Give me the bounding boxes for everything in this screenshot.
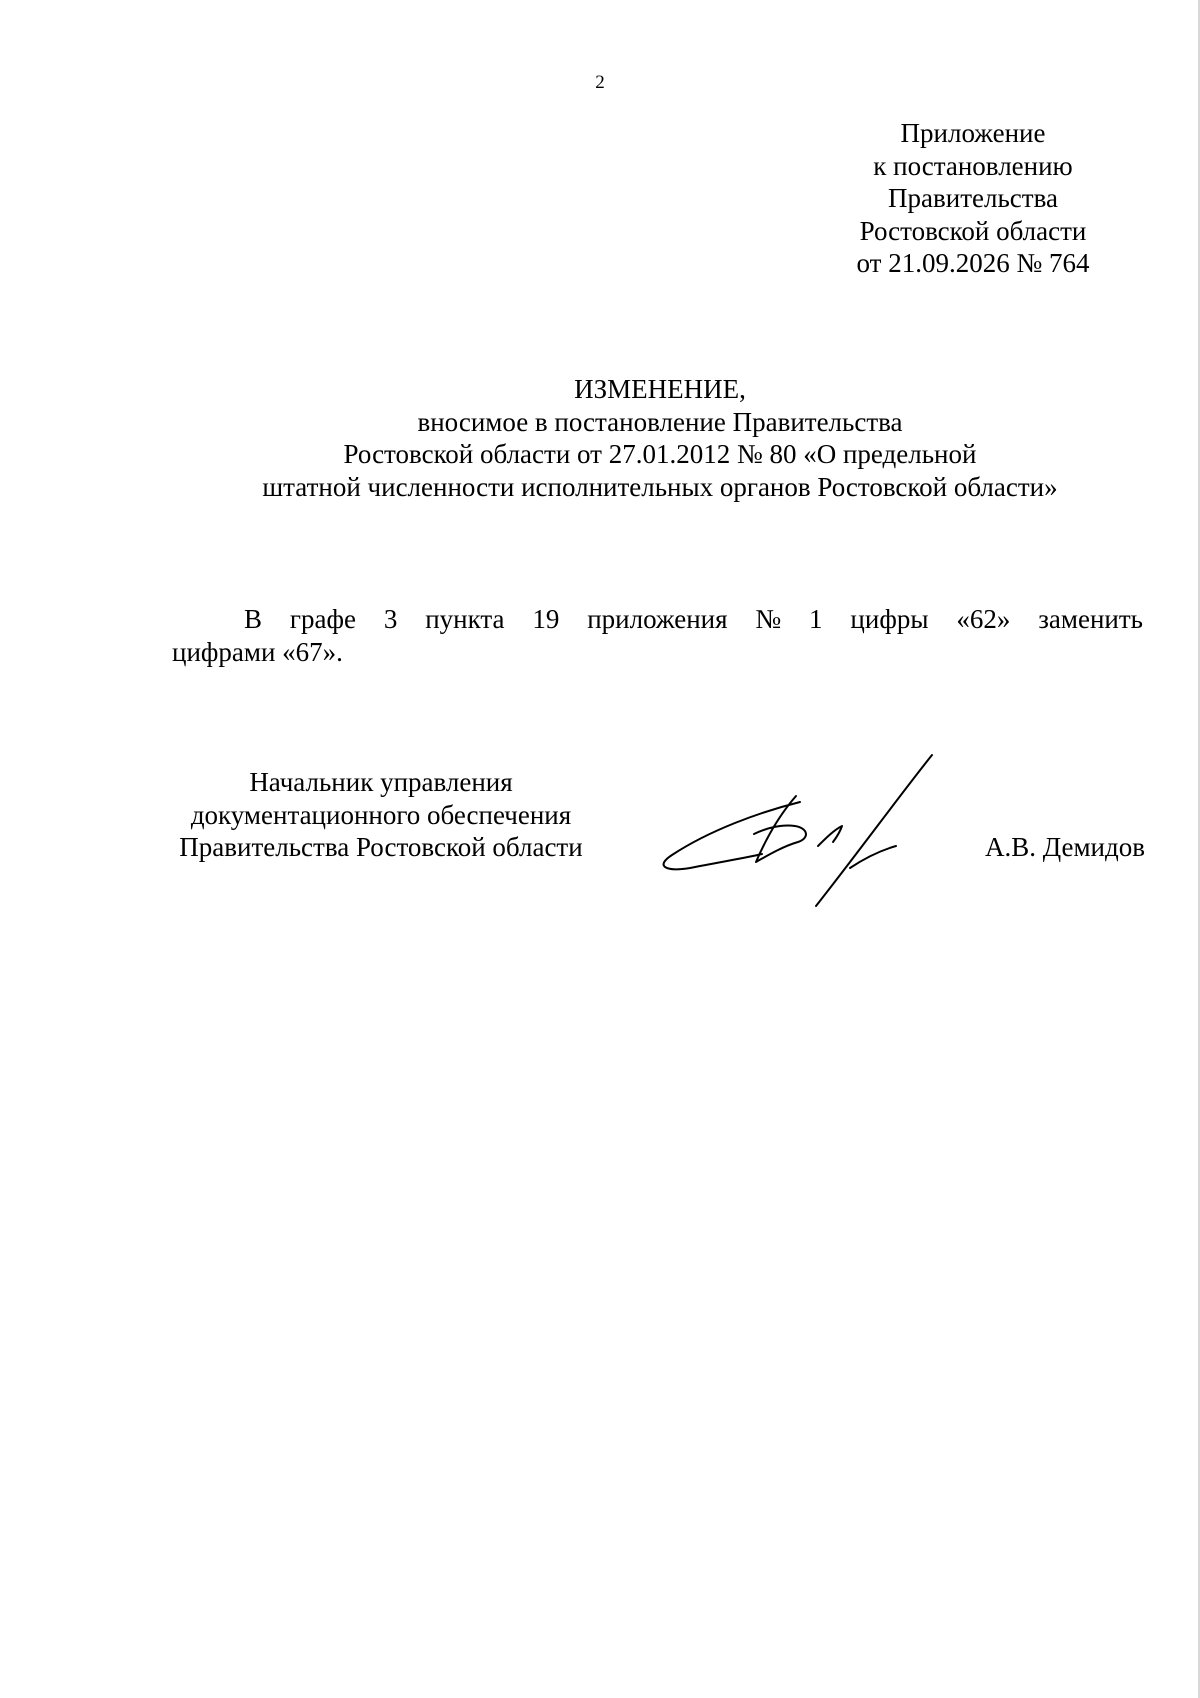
title-line: Ростовской области от 27.01.2012 № 80 «О предельной bbox=[343, 439, 977, 469]
signer-position-line: Правительства Ростовской области bbox=[179, 832, 583, 862]
title-heading: ИЗМЕНЕНИЕ, bbox=[574, 374, 746, 404]
body-word: цифры bbox=[850, 604, 929, 634]
signer-name: А.В. Демидов bbox=[984, 832, 1145, 862]
body-word: приложения bbox=[587, 604, 728, 634]
body-word: 1 bbox=[809, 604, 823, 634]
appendix-line: Приложение bbox=[900, 118, 1046, 148]
body-line-2: цифрами «67». bbox=[172, 636, 343, 667]
body-word: заменить bbox=[1038, 604, 1143, 634]
signature-stroke bbox=[816, 755, 932, 906]
body-word: 3 bbox=[383, 604, 398, 634]
signer-position bbox=[160, 766, 602, 864]
signature-stroke bbox=[818, 826, 842, 846]
body-word: В bbox=[244, 604, 263, 634]
signature-stroke bbox=[850, 846, 896, 868]
body-word: 19 bbox=[532, 604, 560, 634]
body-paragraph bbox=[172, 603, 1143, 668]
body-line-1 bbox=[172, 603, 1143, 636]
appendix-line: от 21.09.2026 № 764 bbox=[856, 248, 1090, 278]
appendix-line: Правительства bbox=[888, 183, 1058, 213]
page-number: 2 bbox=[595, 72, 605, 93]
appendix-line: Ростовской области bbox=[859, 215, 1087, 246]
signer-position-line: Начальник управления bbox=[249, 767, 513, 797]
appendix-line: к постановлению bbox=[873, 150, 1073, 181]
signer-position-line: документационного обеспечения bbox=[190, 799, 572, 830]
body-word: № bbox=[755, 604, 782, 634]
document-title bbox=[170, 373, 1150, 503]
signature-stroke bbox=[754, 796, 806, 862]
appendix-header bbox=[840, 117, 1106, 280]
handwritten-signature bbox=[650, 750, 940, 910]
signature-stroke bbox=[664, 802, 800, 869]
body-word: пункта bbox=[425, 604, 505, 634]
body-word: «62» bbox=[956, 604, 1011, 634]
title-line: штатной численности исполнительных органов Ростовской области» bbox=[262, 471, 1058, 502]
title-line: вносимое в постановление Правительства bbox=[417, 406, 903, 437]
body-word: графе bbox=[289, 604, 356, 634]
